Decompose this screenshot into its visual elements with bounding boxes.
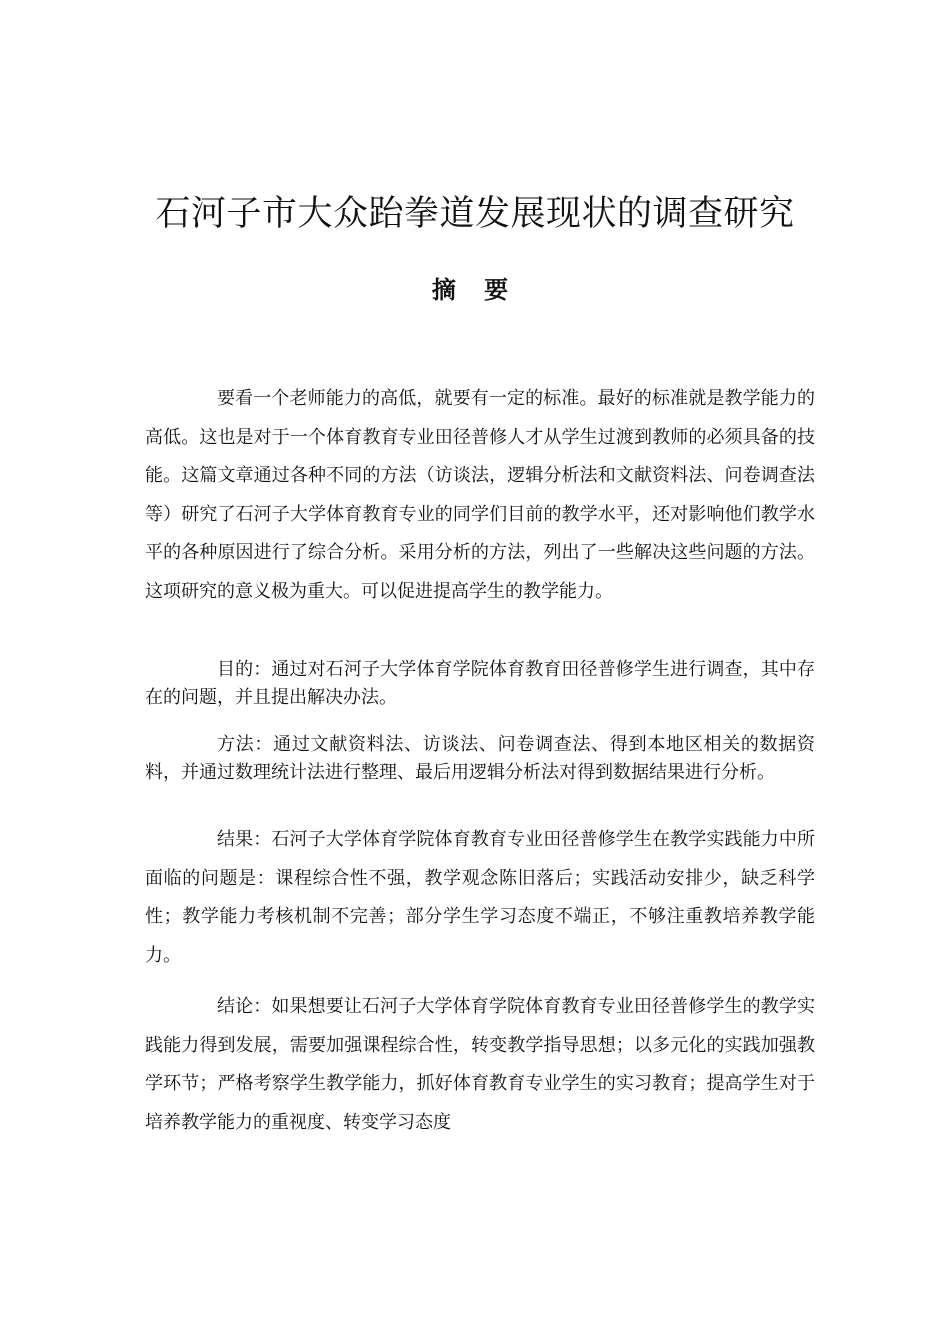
abstract-result-paragraph: 结果：石河子大学体育学院体育教育专业田径普修学生在教学实践能力中所面临的问题是：课程综合性不强，教学观念陈旧落后；实践活动安排少，缺乏科学性；教学能力考核机制不完善；部分学生学习态度不端正，不够注重教培养教学能力。: [145, 829, 815, 966]
abstract-goal-paragraph: 目的：通过对石河子大学体育学院体育教育田径普修学生进行调查，其中存在的问题，并且提出解决办法。: [145, 659, 815, 708]
document-title: 石河子市大众跆拳道发展现状的调查研究: [155, 194, 795, 234]
abstract-heading: 摘 要: [431, 276, 519, 304]
abstract-method-paragraph: 方法：通过文献资料法、访谈法、问卷调查法、得到本地区相关的数据资料，并通过数理统计法进行整理、最后用逻辑分析法对得到数据结果进行分析。: [145, 734, 815, 783]
abstract-intro-paragraph: 要看一个老师能力的高低，就要有一定的标准。最好的标准就是教学能力的高低。这也是对于一个体育教育专业田径普修人才从学生过渡到教师的必须具备的技能。这篇文章通过各种不同的方法（访谈法，逻辑分析法和文献资料法、问卷调查法等）研究了石河子大学体育教育专业的同学们目前的教学水平，还对影响他们教学水平的各种原因进行了综合分析。采用分析的方法，列出了一些解决这些问题的方法。这项研究的意义极为重大。可以促进提高学生的教学能力。: [145, 388, 815, 602]
abstract-conclusion-paragraph: 结论：如果想要让石河子大学体育学院体育教育专业田径普修学生的教学实践能力得到发展，需要加强课程综合性，转变教学指导思想；以多元化的实践加强教学环节；严格考察学生教学能力，抓好体育教育专业学生的实习教育；提高学生对于培养教学能力的重视度、转变学习态度: [145, 996, 815, 1133]
